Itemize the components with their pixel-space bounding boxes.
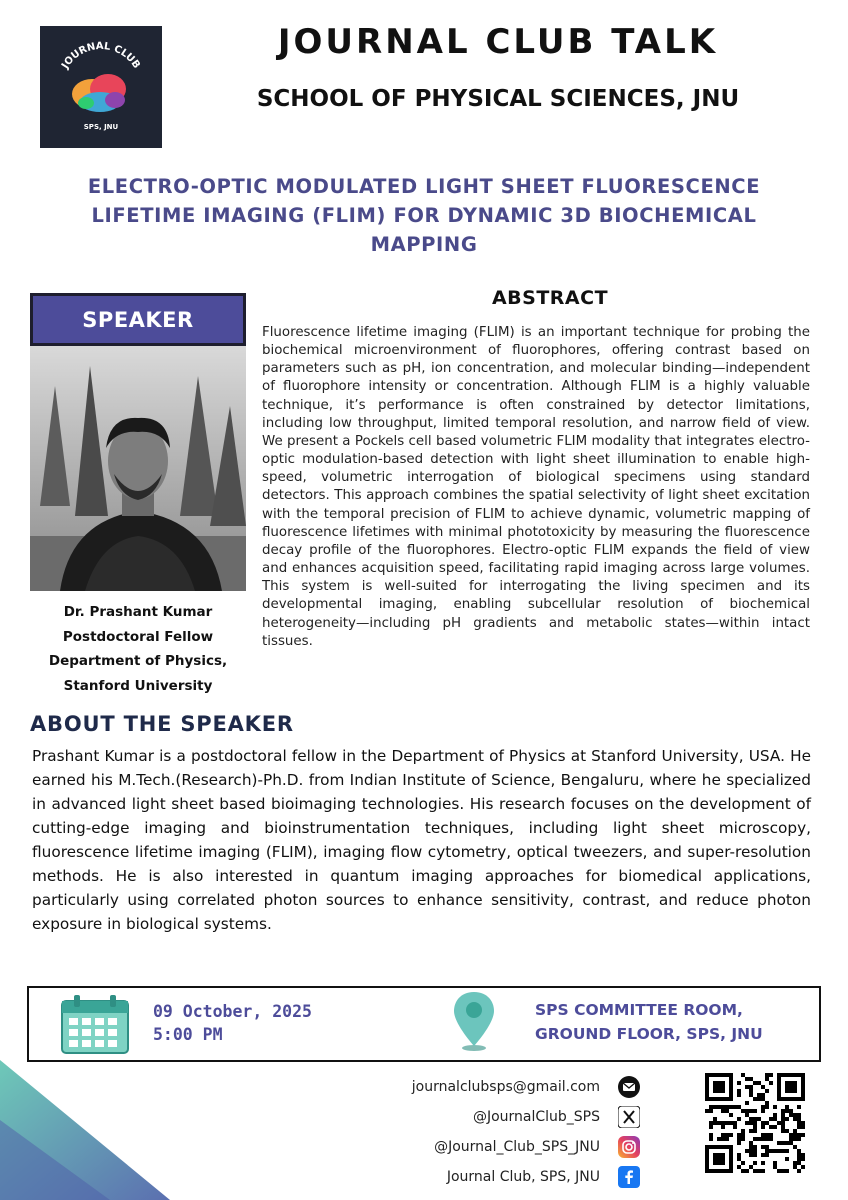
speaker-department: Department of Physics,	[48, 653, 228, 669]
facebook-icon	[618, 1166, 640, 1188]
event-datetime	[153, 1000, 312, 1046]
contact-instagram[interactable]	[380, 1132, 640, 1162]
speaker-name: Dr. Prashant Kumar	[63, 604, 213, 620]
contact-list	[380, 1072, 640, 1192]
speaker-info	[20, 600, 256, 698]
talk-title: ELECTRO-OPTIC MODULATED LIGHT SHEET FLUORESCENCE LIFETIME IMAGING (FLIM) FOR DYNAMIC 3D BIOCHEMICAL MAPPING	[87, 175, 761, 256]
page-subtitle: SCHOOL OF PHYSICAL SCIENCES, JNU	[256, 86, 740, 112]
calendar-icon	[60, 993, 130, 1055]
speaker-role: Postdoctoral Fellow	[62, 628, 214, 645]
contact-email[interactable]	[380, 1072, 640, 1102]
about-heading: ABOUT THE SPEAKER	[30, 712, 294, 736]
abstract-heading: ABSTRACT	[491, 287, 609, 309]
svg-text:SPS, JNU: SPS, JNU	[83, 123, 119, 131]
contact-x[interactable]	[380, 1102, 640, 1132]
contact-email-text: journalclubsps@gmail.com	[411, 1079, 600, 1095]
qr-code[interactable]	[705, 1073, 805, 1173]
contact-facebook[interactable]	[380, 1162, 640, 1192]
abstract-body: Fluorescence lifetime imaging (FLIM) is an important technique for probing the biochemical microenvironment of fluorophores, offering contrast based on parameters such as pH, ion concentration, and molecular binding—independent of fluorophore intensity or concentration. Although FLIM is a highly valuable technique, it’s performance is often constrained by detector limitations, including low throughput, limited temporal resolution, and narrow field of view. We present a Pockels cell based volumetric FLIM modality that integrates electro-optic modulation-based detection with light sheet illumination to enable high-speed, volumetric interrogation of biological specimens using standard detectors. This approach combines the spatial selectivity of light sheet excitation with the temporal precision of FLIM to achieve dynamic, volumetric mapping of fluorescence lifetimes with minimal phototoxicity by measuring the fluorescence decay profile of the fluorophores. Electro-optic FLIM expands the field of view and enhances acquisition speed, facilitating rapid imaging across large volumes. This system is well-suited for interrogating the living specimen and its developmental imaging, enabling subcellular resolution of biochemical heterogeneity—including pH gradients and metabolic states—within intact tissues.	[262, 325, 810, 649]
event-date: 09 October, 2025	[153, 1002, 312, 1021]
page-title: JOURNAL CLUB TALK	[277, 22, 719, 62]
x-icon	[618, 1106, 640, 1128]
contact-facebook-text: Journal Club, SPS, JNU	[446, 1169, 600, 1185]
journal-club-logo	[40, 26, 162, 148]
speaker-photo	[30, 346, 246, 591]
about-body: Prashant Kumar is a postdoctoral fellow in the Department of Physics at Stanford University, USA. He earned his M.Tech.(Research)-Ph.D. from Indian Institute of Science, Bengaluru, where he specialized in advanced light sheet based bioimaging technologies. His research focuses on the development of cutting-edge imaging and bioinstrumentation techniques, including light sheet microscopy, fluorescence lifetime imaging (FLIM), imaging flow cytometry, optical tweezers, and super-resolution methods. He is also interested in quantum imaging approaches for biomedical applications, particularly using correlated photon sources to enhance sensitivity, contrast, and reduce photon exposure in biological systems.	[32, 747, 811, 933]
speaker-badge: SPEAKER	[30, 293, 246, 346]
instagram-icon	[618, 1136, 640, 1158]
contact-x-text: @JournalClub_SPS	[472, 1109, 600, 1125]
email-icon	[618, 1076, 640, 1098]
location-pin-icon	[452, 990, 496, 1052]
svg-text:JOURNAL CLUB: JOURNAL CLUB	[59, 40, 142, 71]
contact-instagram-text: @Journal_Club_SPS_JNU	[434, 1139, 600, 1155]
event-venue-line1: SPS COMMITTEE ROOM,	[535, 1001, 743, 1019]
event-venue	[535, 998, 763, 1046]
event-time: 5:00 PM	[153, 1025, 223, 1044]
speaker-institution: Stanford University	[63, 677, 213, 694]
event-venue-line2: GROUND FLOOR, SPS, JNU	[535, 1025, 763, 1043]
